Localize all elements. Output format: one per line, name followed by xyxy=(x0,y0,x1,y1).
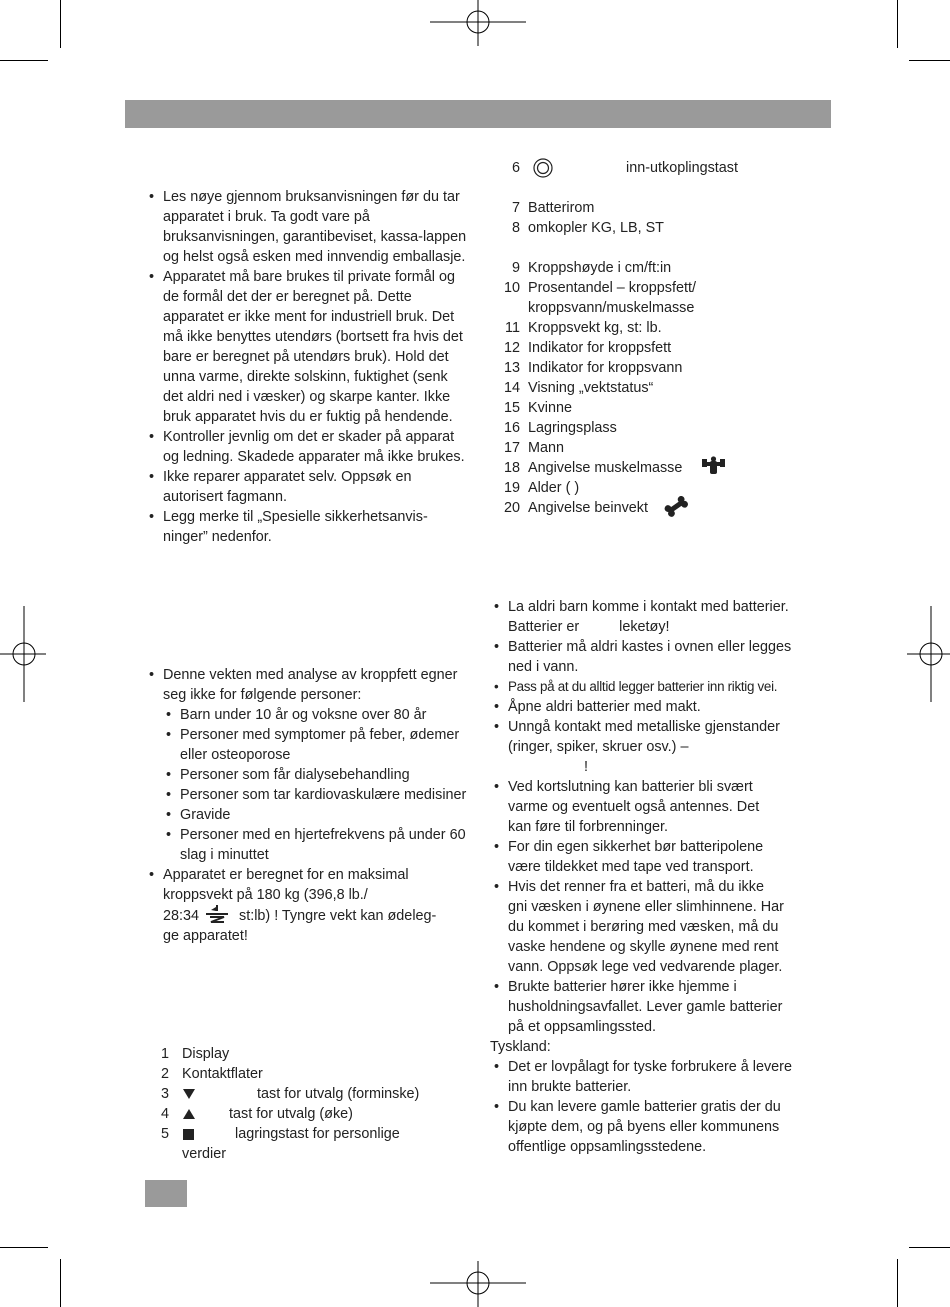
display-item-label: Indikator for kroppsvann xyxy=(528,360,683,376)
safety-bullet: • Les nøye gjennom bruksanvisningen før du tar apparatet i bruk. Ta godt vare på bruksanvisningen, garantibeviset, kassa-lappen og helst også esken med innvendig emballasje. xyxy=(147,187,467,267)
country-label: Tyskland: xyxy=(490,1039,551,1055)
special-notes-subitem: • Personer som tar kardiovaskulære medisiner xyxy=(147,785,467,805)
max-weight-line: • Apparatet er beregnet for en maksimal xyxy=(163,867,409,883)
display-item-number: 20 xyxy=(503,500,520,516)
control-label: tast for utvalg (øke) xyxy=(229,1106,353,1122)
display-item xyxy=(490,378,830,398)
control-number: 1 xyxy=(160,1046,169,1062)
control-item xyxy=(147,1124,467,1144)
control-item xyxy=(147,1104,467,1124)
registration-mark xyxy=(430,1259,526,1307)
country-bullet-line: • Du kan levere gamle batterier gratis der du xyxy=(508,1099,781,1115)
display-item xyxy=(490,318,830,338)
battery-bullet-line: være tildekket med tape ved transport. xyxy=(508,859,754,875)
display-item xyxy=(490,338,830,358)
country-bullet-line: kjøpte dem, og på byens eller kommunens xyxy=(508,1119,780,1135)
crop-mark xyxy=(909,60,950,61)
crop-mark xyxy=(0,1247,48,1248)
display-item xyxy=(490,458,830,478)
safety-bullet: • Kontroller jevnlig om det er skader på apparat og ledning. Skadede apparater må ikke brukes. xyxy=(147,427,467,467)
display-item-number: 16 xyxy=(503,420,520,436)
controls-list xyxy=(147,1044,467,1164)
crop-mark xyxy=(0,60,48,61)
battery-bullet xyxy=(492,637,822,677)
special-notes-sublist xyxy=(147,705,467,865)
display-item-label: Batterirom xyxy=(528,200,595,216)
display-item xyxy=(490,418,830,438)
display-item-number: 19 xyxy=(503,480,520,496)
display-item-label: Angivelse beinvekt xyxy=(528,500,648,516)
display-item-label: Kroppsvekt kg, st: lb. xyxy=(528,320,662,336)
display-item-number: 10 xyxy=(503,280,520,296)
max-weight-warning: st:lb) ! Tyngre vekt kan ødeleg- xyxy=(239,908,437,924)
display-item-number: 14 xyxy=(503,380,520,396)
battery-bullet xyxy=(492,837,822,877)
max-weight-stlb-value: 28:34 xyxy=(163,908,200,924)
battery-bullet xyxy=(492,697,822,717)
control-number: 4 xyxy=(160,1106,169,1122)
page-number-tab xyxy=(145,1180,187,1207)
muscle-icon xyxy=(702,456,725,475)
control-label: tast for utvalg (forminske) xyxy=(257,1086,420,1102)
display-item xyxy=(490,198,830,218)
country-bullet xyxy=(492,1097,822,1157)
country-bullet xyxy=(492,1057,822,1097)
battery-bullet-line: vann. Oppsøk lege ved vedvarende plager. xyxy=(508,959,783,975)
display-item-label: Alder ( ) xyxy=(528,480,580,496)
battery-section xyxy=(492,597,822,1157)
control-label: Kontaktflater xyxy=(182,1066,263,1082)
crop-mark xyxy=(897,0,898,48)
control-number: 5 xyxy=(160,1126,169,1142)
display-item-number: 17 xyxy=(503,440,520,456)
battery-bullet-line: • Åpne aldri batterier med makt. xyxy=(508,699,701,715)
display-item-label: inn-utkoplingstast xyxy=(626,160,738,176)
control-number: 3 xyxy=(160,1086,169,1102)
display-item-number: 18 xyxy=(503,460,520,476)
crop-mark xyxy=(897,1259,898,1307)
display-item-label: Kvinne xyxy=(528,400,573,416)
bone-icon xyxy=(664,496,688,517)
scale-symbol-icon xyxy=(205,905,229,923)
battery-bullet-line: • La aldri barn komme i kontakt med batterier. xyxy=(508,599,789,615)
battery-bullet xyxy=(492,717,822,777)
display-item-number: 8 xyxy=(511,220,520,236)
display-item-number: 15 xyxy=(503,400,520,416)
battery-bullet-line: ned i vann. xyxy=(508,659,579,675)
battery-bullet-line: kan føre til forbrenninger. xyxy=(508,819,668,835)
special-notes-subitem: • Gravide xyxy=(147,805,467,825)
battery-bullet xyxy=(492,977,822,1037)
display-item-label: omkopler KG, LB, ST xyxy=(528,220,664,236)
country-bullet-line: inn brukte batterier. xyxy=(508,1079,632,1095)
display-item xyxy=(490,398,830,418)
max-weight-line: kroppsvekt på 180 kg (396,8 lb./ xyxy=(163,887,368,903)
battery-bullet-line: vaske hendene og skylle øynene med rent xyxy=(508,939,779,955)
battery-bullet-line: • Pass på at du alltid legger batterier inn riktig vei. xyxy=(508,679,778,694)
crop-mark xyxy=(60,0,61,48)
display-item xyxy=(490,298,830,318)
display-item-label: Indikator for kroppsfett xyxy=(528,340,672,356)
battery-bullet xyxy=(492,677,822,697)
display-item xyxy=(490,438,830,458)
display-item-number: 9 xyxy=(511,260,520,276)
safety-bullet: • Ikke reparer apparatet selv. Oppsøk en autorisert fagmann. xyxy=(147,467,467,507)
display-items-list xyxy=(490,0,820,520)
battery-bullet-line: • Hvis det renner fra et batteri, må du ikke xyxy=(508,879,764,895)
display-item xyxy=(490,278,830,298)
display-item xyxy=(490,358,830,378)
power-button-icon xyxy=(533,158,553,178)
display-item-label: Mann xyxy=(528,440,564,456)
safety-section xyxy=(147,187,467,547)
display-item xyxy=(490,258,830,278)
battery-bullet-line: husholdningsavfallet. Lever gamle batterier xyxy=(508,999,783,1015)
control-label: verdier xyxy=(182,1146,226,1162)
battery-bullet-line: • For din egen sikkerhet bør batteripolene xyxy=(508,839,764,855)
battery-bullet-line: • Brukte batterier hører ikke hjemme i xyxy=(508,979,737,995)
special-notes-bullet xyxy=(147,665,467,865)
battery-bullet xyxy=(492,597,822,637)
safety-bullet: • Legg merke til „Spesielle sikkerhetsanvis-ninger” nedenfor. xyxy=(147,507,467,547)
battery-bullet-line: • Unngå kontakt med metalliske gjenstander xyxy=(508,719,780,735)
special-notes-intro: Denne vekten med analyse av kroppfett egner seg ikke for følgende personer: xyxy=(163,667,458,703)
display-item xyxy=(490,218,830,238)
display-item-label: Kroppshøyde i cm/ft:in xyxy=(528,260,672,276)
max-weight-bullet xyxy=(147,865,467,946)
display-item xyxy=(490,498,830,518)
battery-bullet-line: (ringer, spiker, skruer osv.) – xyxy=(508,739,689,755)
control-item xyxy=(147,1064,467,1084)
display-item xyxy=(490,478,830,498)
special-notes-subitem: • Personer med en hjertefrekvens på under 60 slag i minuttet xyxy=(147,825,467,865)
registration-mark xyxy=(0,606,48,702)
control-item xyxy=(147,1084,467,1104)
battery-bullet-line: ! xyxy=(508,759,588,775)
display-item-number: 7 xyxy=(511,200,520,216)
battery-bullet-line: på et oppsamlingssted. xyxy=(508,1019,656,1035)
battery-bullet-line: gni væsken i øynene eller slimhinnene. Har xyxy=(508,899,784,915)
max-weight-line xyxy=(163,905,467,926)
battery-bullet-line: Batterier er leketøy! xyxy=(508,619,670,635)
crop-mark xyxy=(60,1259,61,1307)
special-notes-section xyxy=(147,665,467,946)
display-item-number: 12 xyxy=(503,340,520,356)
max-weight-line: ge apparatet! xyxy=(163,928,248,944)
display-item-label: Visning „vektstatus“ xyxy=(528,380,654,396)
battery-bullet xyxy=(492,777,822,837)
control-label: lagringstast for personlige xyxy=(235,1126,400,1142)
battery-bullet-line: • Ved kortslutning kan batterier bli svært xyxy=(508,779,753,795)
battery-bullet xyxy=(492,877,822,977)
special-notes-subitem: • Barn under 10 år og voksne over 80 år xyxy=(147,705,467,725)
control-label: Display xyxy=(182,1046,230,1062)
battery-bullet-line: • Batterier må aldri kastes i ovnen eller legges xyxy=(508,639,792,655)
crop-mark xyxy=(909,1247,950,1248)
triangle-up-icon xyxy=(183,1108,195,1120)
special-notes-subitem: • Personer med symptomer på feber, ødemer eller osteoporose xyxy=(147,725,467,765)
display-item-label: Angivelse muskelmasse xyxy=(528,460,683,476)
display-item-number: 6 xyxy=(511,160,520,176)
display-item-label: Lagringsplass xyxy=(528,420,617,436)
square-icon xyxy=(183,1128,195,1140)
triangle-down-icon xyxy=(183,1088,195,1100)
display-item-number: 13 xyxy=(503,360,520,376)
display-item-number: 11 xyxy=(505,320,520,336)
safety-bullet-list xyxy=(147,187,467,547)
country-bullet-line: offentlige oppsamlingsstedene. xyxy=(508,1139,707,1155)
country-bullet-list xyxy=(492,1057,822,1157)
control-item xyxy=(147,1044,467,1064)
battery-bullet-list xyxy=(492,597,822,1037)
battery-bullet-line: varme og eventuelt også antennes. Det xyxy=(508,799,760,815)
display-item-label: kroppsvann/muskelmasse xyxy=(528,300,695,316)
battery-bullet-line: du kommet i berøring med væsken, må du xyxy=(508,919,779,935)
control-number: 2 xyxy=(160,1066,169,1082)
special-notes-subitem: • Personer som får dialysebehandling xyxy=(147,765,467,785)
safety-bullet: • Apparatet må bare brukes til private formål og de formål det der er beregnet på. Dette apparatet er ikke ment for industriell bruk. Det må ikke benyttes utendørs (bortsett fra hvis det bare er beregnet på utendørs bruk). Hold det unna varme, direkte solskinn, fuktighet (senk det aldri ned i væsker) og skarpe kanter. Ikke bruk apparatet hvis du er fuktig på hendende. xyxy=(147,267,467,427)
country-bullet-line: • Det er lovpålagt for tyske forbrukere å levere xyxy=(508,1059,792,1075)
display-item xyxy=(490,158,830,178)
display-item-label: Prosentandel – kroppsfett/ xyxy=(528,280,696,296)
registration-mark xyxy=(907,606,950,702)
